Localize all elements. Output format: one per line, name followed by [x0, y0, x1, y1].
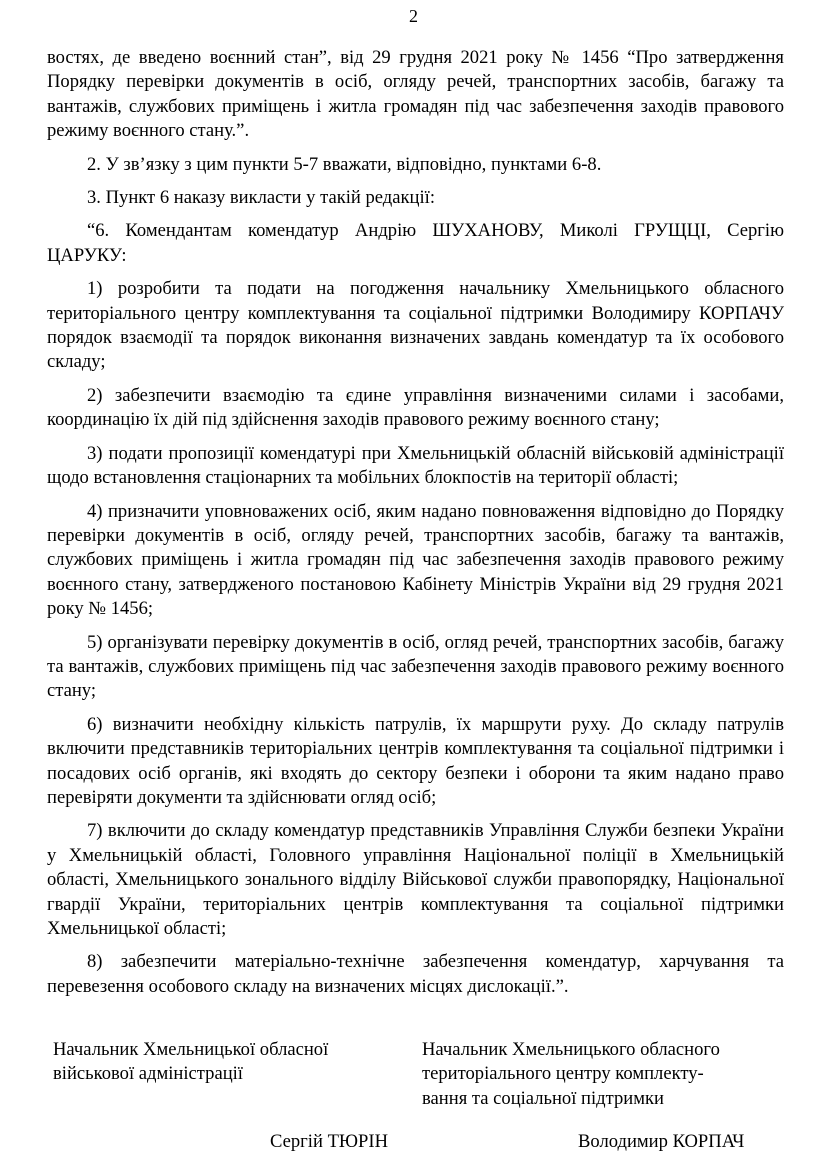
document-body: [47, 46, 784, 1008]
subitem-5: 5) організувати перевірку документів в осіб, огляд речей, транспортних засобів, багажу та вантажів, службових приміщень під час забезпечення заходів правового режиму воєнного стану;: [47, 631, 784, 702]
right-signatory-title-line1: Начальник Хмельницького обласного: [422, 1039, 720, 1060]
subitem-1: 1) розробити та подати на погодження начальнику Хмельницького обласного територіального центру комплектування та соціальної підтримки Володимиру КОРПАЧУ порядок взаємодії та порядок виконання визначених завдань комендатур та їх особового складу;: [47, 278, 784, 373]
right-signatory-name: Володимир КОРПАЧ: [578, 1131, 745, 1152]
signature-block-right: [422, 1038, 792, 1111]
subitem-2: 2) забезпечити взаємодію та єдине управління визначеними силами і засобами, координацію їх дій під здійснення заходів правового режиму воєнного стану;: [47, 384, 784, 431]
paragraph-item-3: 3. Пункт 6 наказу викласти у такій редакції:: [87, 187, 436, 209]
paragraph-item-6-intro: “6. Комендантам комендатур Андрію ШУХАНОВУ, Миколі ГРУЩЦІ, Сергію ЦАРУКУ:: [47, 220, 784, 266]
subitem-6: 6) визначити необхідну кількість патрулів, їх маршрути руху. До складу патрулів включити представників територіальних центрів комплектування та соціальної підтримки і посадових осіб органів, які входять до сектору безпеки і оборони та яким надано право перевіряти документи та здійснювати огляд осіб;: [47, 713, 784, 808]
left-signatory-title-line1: Начальник Хмельницької обласної: [53, 1039, 329, 1060]
signature-block-left: [53, 1038, 393, 1087]
subitem-4: 4) призначити уповноважених осіб, яким надано повноваження відповідно до Порядку перевірки документів в осіб, огляду речей, транспортних засобів, багажу та вантажів, службових приміщень і житла громадян під час забезпечення заходів правового режиму воєнного стану, затвердженого постановою Кабінету Міністрів України від 29 грудня 2021 року № 1456;: [47, 500, 784, 620]
paragraph-item-2: 2. У зв’язку з цим пункти 5-7 вважати, відповідно, пунктами 6-8.: [87, 153, 602, 175]
right-signatory-title-line3: вання та соціальної підтримки: [422, 1087, 664, 1109]
page-number: 2: [409, 6, 418, 26]
left-signatory-title-line2: військової адміністрації: [53, 1063, 243, 1085]
left-signatory-name: Сергій ТЮРІН: [270, 1131, 388, 1152]
right-signatory-title-line2: територіального центру комплекту-: [422, 1063, 704, 1085]
subitem-7: 7) включити до складу комендатур представників Управління Служби безпеки України у Хмельницькій області, Головного управління Національної поліції в Хмельницькій області, Хмельницького зонального відділу Військової служби правопорядку, Національної гвардії України, територіальних центрів комплектування та соціальної підтримки Хмельницької області;: [47, 820, 784, 939]
subitem-3: 3) подати пропозиції комендатурі при Хмельницькій обласній військовій адміністрації щодо встановлення стаціонарних та мобільних блокпостів на території області;: [47, 442, 784, 489]
subitem-8: 8) забезпечити матеріально-технічне забезпечення комендатур, харчування та перевезення особового складу на визначених місцях дислокації.”.: [47, 951, 784, 997]
paragraph-continuation: востях, де введено воєнний стан”, від 29 грудня 2021 року № 1456 “Про затвердження Порядку перевірки документів в осіб, огляду речей, транспортних засобів, багажу та вантажів, службових приміщень і житла громадян під час забезпечення заходів правового режиму воєнного стану.”.: [47, 47, 784, 142]
